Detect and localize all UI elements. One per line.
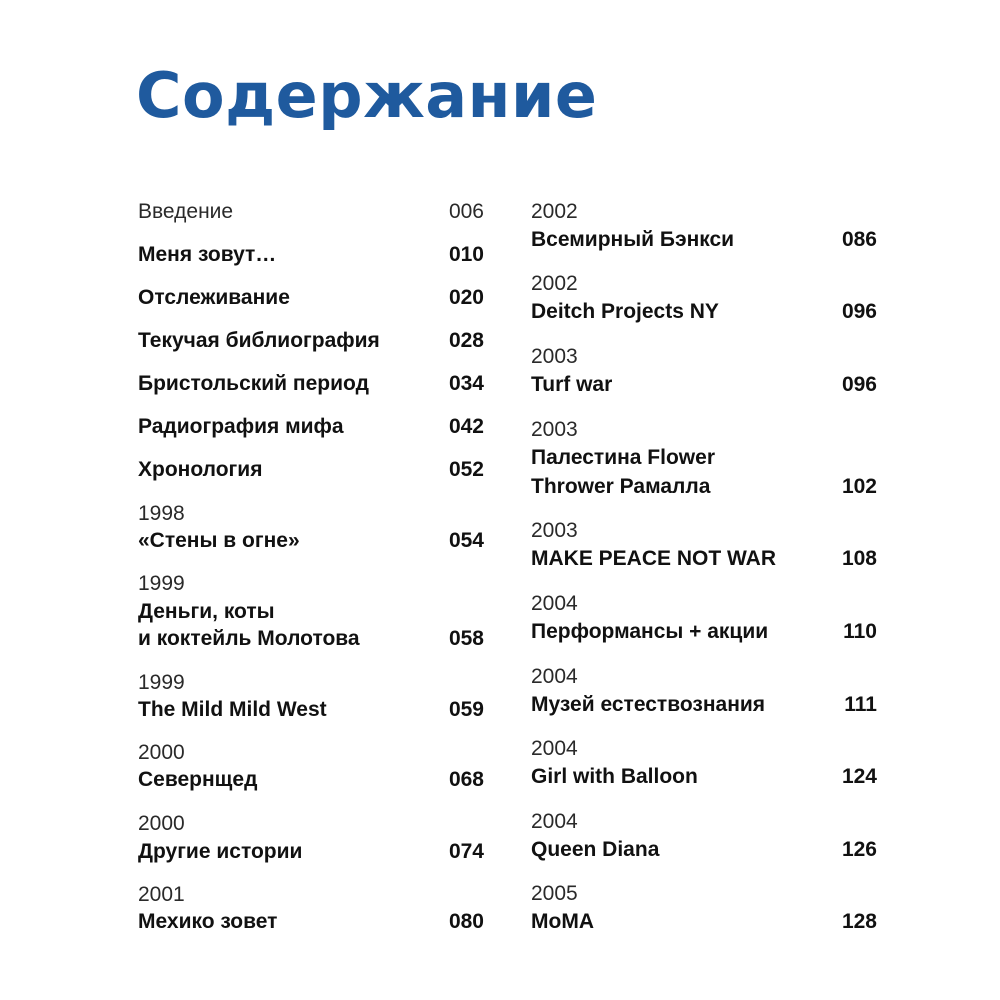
toc-entry-title: Введение [138,200,234,223]
toc-entry-year: 2002 [531,272,578,295]
toc-entry-page: 028 [448,329,484,352]
toc-entry-title: Всемирный Бэнкси [531,228,735,251]
toc-entry-year: 2004 [531,810,578,833]
toc-entry-page: 074 [448,840,484,863]
toc-entry-year: 2004 [531,592,578,615]
toc-entry-year: 2003 [531,519,578,542]
toc-entry-title: Севернщед [138,768,258,791]
toc-entry-year: 1999 [138,671,185,694]
toc-entry-year: 2004 [531,737,578,760]
toc-entry-page: 102 [841,475,877,498]
toc-entry-title: Turf war [531,373,613,396]
toc-entry-page: 052 [448,458,484,481]
toc-entry-title: Другие истории [138,840,303,863]
toc-entry-title: Бристольский период [138,372,369,395]
toc-entry-page: 126 [841,838,877,861]
toc-entry-page: 080 [448,910,484,933]
toc-entry-title: Палестина Flower [531,446,715,469]
toc-entry-page: 124 [841,765,877,788]
toc-entry-title: «Стены в огне» [138,529,300,552]
toc-entry-page: 058 [448,627,484,650]
toc-entry-page: 006 [448,200,484,223]
toc-entry-page: 096 [841,373,877,396]
toc-entry-page: 111 [844,693,877,716]
toc-entry-page: 096 [841,300,877,323]
toc-entry-year: 2005 [531,882,578,905]
toc-entry-page: 068 [448,768,484,791]
toc-entry-year: 2002 [531,200,578,223]
toc-entry-page: 059 [448,698,484,721]
toc-entry-year: 2004 [531,665,578,688]
toc-entry-title: Радиография мифа [138,415,344,438]
toc-entry-year: 1998 [138,502,185,525]
toc-entry-title: Деньги, коты [138,600,275,623]
toc-entry-title: Мехико зовет [138,910,278,933]
toc-entry-year: 2000 [138,741,185,764]
toc-entry-year: 2003 [531,418,578,441]
toc-entry-title: Queen Diana [531,838,660,861]
toc-entry-title-cont: Thrower Рамалла [531,475,711,498]
toc-entry-title: Deitch Projects NY [531,300,719,323]
toc-entry-year: 2001 [138,883,185,906]
toc-entry-page: 054 [448,529,484,552]
toc-entry-page: 034 [448,372,484,395]
toc-entry-title: Хронология [138,458,263,481]
toc-entry-page: 108 [841,547,877,570]
toc-entry-page: 086 [841,228,877,251]
toc-entry-year: 1999 [138,572,185,595]
toc-entry-year: 2003 [531,345,578,368]
toc-entry-title: Текучая библиография [138,329,380,352]
toc-entry-title: Меня зовут… [138,243,277,266]
toc-entry-title: Музей естествознания [531,693,766,716]
page-title: Содержание [136,59,598,132]
toc-entry-page: 128 [841,910,877,933]
toc-entry-page: 010 [448,243,484,266]
toc-entry-title: Отслеживание [138,286,290,309]
toc-entry-page: 110 [843,620,877,643]
toc-entry-title: Girl with Balloon [531,765,698,788]
toc-entry-page: 020 [448,286,484,309]
toc-entry-title: The Mild Mild West [138,698,327,721]
toc-entry-year: 2000 [138,812,185,835]
toc-entry-title: Перформансы + акции [531,620,769,643]
toc-entry-page: 042 [448,415,484,438]
toc-entry-title: MoMA [531,910,594,933]
toc-entry-title-cont: и коктейль Молотова [138,627,360,650]
toc-entry-title: MAKE PEACE NOT WAR [531,547,777,570]
